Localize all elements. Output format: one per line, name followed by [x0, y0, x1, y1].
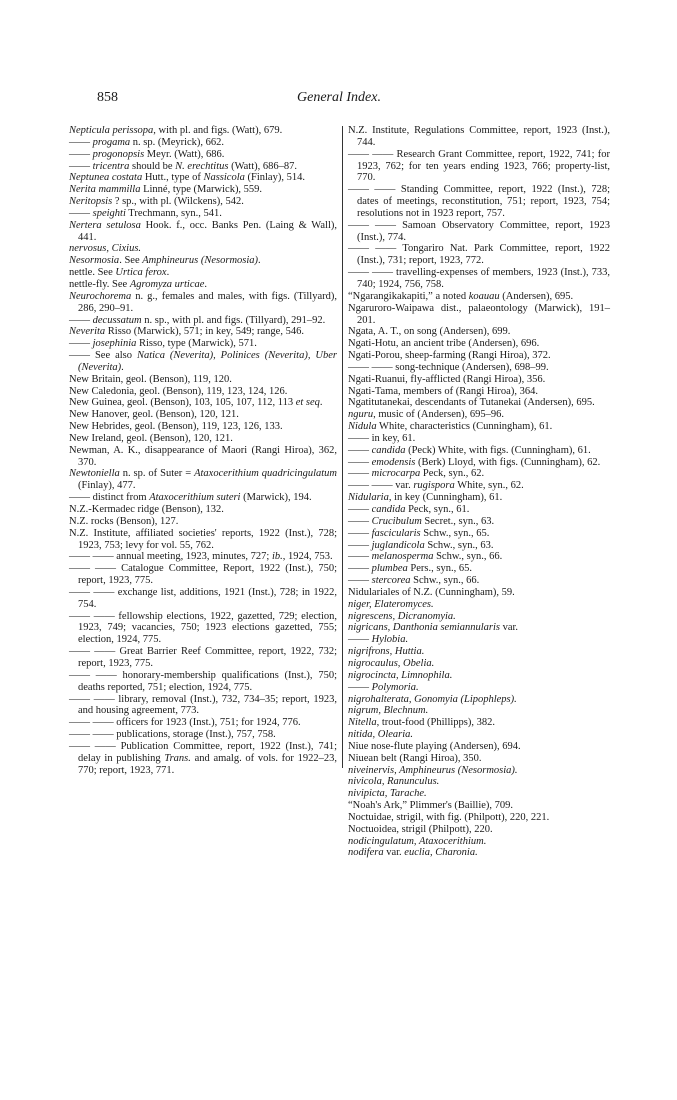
- index-entry: Noctuidae, strigil, with fig. (Philpott), 220, 221.: [348, 811, 550, 823]
- index-entry: Neurochorema n. g., females and males, with figs. (Tillyard), 286, 290–91.: [69, 290, 337, 314]
- index-entry: Nidula White, characteristics (Cunningham), 61.: [348, 421, 553, 433]
- index-entry: niger, Elateromyces.: [348, 598, 434, 610]
- index-entry: —— candida (Peck) White, with figs. (Cunningham), 61.: [348, 444, 591, 456]
- index-entry: New Hanover, geol. (Benson), 120, 121.: [69, 409, 239, 421]
- index-entry: —— progonopsis Meyr. (Watt), 686.: [69, 148, 225, 160]
- index-entry: nigrifrons, Huttia.: [348, 646, 425, 658]
- index-entry: —— microcarpa Peck, syn., 62.: [348, 468, 485, 480]
- index-entry: —— josephinia Risso, type (Marwick), 571.: [69, 338, 257, 350]
- index-entry: —— —— var. rugispora White, syn., 62.: [348, 480, 524, 492]
- index-entry: Ngati-Ruanui, fly-afflicted (Rangi Hiroa), 356.: [348, 373, 546, 385]
- index-entry: nodifera var. euclia, Charonia.: [348, 847, 478, 859]
- index-entry: —— stercorea Schw., syn., 66.: [348, 575, 480, 587]
- running-head: General Index.: [297, 90, 381, 105]
- index-entry: “Noah's Ark,” Plimmer's (Baillie), 709.: [348, 800, 514, 812]
- index-entry: Noctuoidea, strigil (Philpott), 220.: [348, 823, 493, 835]
- index-entry: nettle. See Urtica ferox.: [69, 267, 170, 279]
- index-entry: —— —— Research Grant Committee, report, 1922, 741; for 1923, 762; for ten years ending 1923, 766; property-list, 770.: [348, 148, 610, 184]
- index-entry: —— juglandicola Schw., syn., 63.: [348, 539, 494, 551]
- index-entry: —— —— annual meeting, 1923, minutes, 727; ib., 1924, 753.: [69, 551, 333, 563]
- index-entry: Neverita Risso (Marwick), 571; in key, 549; range, 546.: [69, 326, 304, 338]
- index-entry: Nidularia, in key (Cunningham), 61.: [348, 492, 503, 504]
- index-entry: —— —— Standing Committee, report, 1922 (Inst.), 728; dates of meetings, reconstitution, 751; report, 1923, 754; resolutions not in 1923 report, 757.: [348, 184, 610, 219]
- index-entry: Ngati-Hotu, an ancient tribe (Andersen), 696.: [348, 338, 540, 350]
- index-entry: “Ngarangikakapiti,” a noted koauau (Andersen), 695.: [348, 290, 574, 302]
- index-entry: —— Crucibulum Secret., syn., 63.: [348, 515, 495, 527]
- index-entry: Nerita mammilla Linné, type (Marwick), 559.: [69, 184, 263, 196]
- index-entry: N.Z. rocks (Benson), 127.: [69, 515, 179, 527]
- index-entry: Neptunea costata Hutt., type of Nassicola (Finlay), 514.: [69, 172, 305, 184]
- index-entry: nivicola, Ranunculus.: [348, 776, 440, 788]
- index-entry: —— —— Great Barrier Reef Committee, report, 1922, 732; report, 1923, 775.: [69, 646, 337, 669]
- index-entry: Ngata, A. T., on song (Andersen), 699.: [348, 326, 511, 338]
- index-entry: —— —— Catalogue Committee, Report, 1922 (Inst.), 750; report, 1923, 775.: [69, 563, 337, 587]
- index-entry: nigrocincta, Limnophila.: [348, 669, 453, 681]
- index-entry: New Hebrides, geol. (Benson), 119, 123, 126, 133.: [69, 421, 283, 433]
- index-entry: —— —— Tongariro Nat. Park Committee, report, 1922 (Inst.), 731; report, 1923, 772.: [348, 243, 610, 267]
- page-number: 858: [97, 90, 118, 105]
- index-entry: —— —— Samoan Observatory Committee, report, 1923 (Inst.), 774.: [348, 219, 610, 243]
- index-entry: —— Hylobia.: [348, 634, 409, 646]
- index-entry: Newtoniella n. sp. of Suter = Ataxocerithium quadricingulatum (Finlay), 477.: [69, 468, 338, 492]
- index-entry: —— plumbea Pers., syn., 65.: [348, 563, 472, 575]
- index-entry: —— —— fellowship elections, 1922, gazetted, 729; election, 1923, 749; vacancies, 750; 1923 elections gazetted, 755; election, 1924, 775.: [69, 610, 337, 646]
- index-entry: nigrohalterata, Gonomyia (Lipophleps).: [348, 693, 517, 705]
- index-entry: nodicingulatum, Ataxocerithium.: [348, 835, 487, 847]
- index-entry: Newman, A. K., disappearance of Maori (Rangi Hiroa), 362, 370.: [69, 444, 337, 468]
- index-entry: —— See also Natica (Neverita), Polinices (Neverita), Uber (Neverita).: [69, 350, 338, 373]
- index-column-right: [348, 125, 610, 859]
- index-entry: Niue nose-flute playing (Andersen), 694.: [348, 740, 521, 752]
- index-entry: Nepticula perissopa, with pl. and figs. (Watt), 679.: [69, 125, 283, 136]
- index-entry: N.Z. Institute, affiliated societies' reports, 1922 (Inst.), 728; 1923, 753; levy for vol. 55, 762.: [69, 527, 337, 551]
- index-entry: New Caledonia, geol. (Benson), 119, 123, 124, 126.: [69, 385, 288, 397]
- index-entry: —— emodensis (Berk) Lloyd, with figs. (Cunningham), 62.: [348, 456, 601, 468]
- index-column-left: [69, 125, 337, 776]
- index-entry: Nertera setulosa Hook. f., occ. Banks Pen. (Laing & Wall), 441.: [69, 219, 337, 243]
- index-entry: Ngati-Porou, sheep-farming (Rangi Hiroa), 372.: [348, 350, 551, 362]
- index-entry: —— candida Peck, syn., 61.: [348, 504, 470, 515]
- index-entry: —— —— exchange list, additions, 1921 (Inst.), 728; in 1922, 754.: [69, 586, 337, 610]
- index-entry: nitida, Olearia.: [348, 729, 414, 741]
- index-entry: —— speighti Trechmann, syn., 541.: [69, 207, 222, 219]
- index-entry: —— tricentra should be N. erechtitus (Watt), 686–87.: [69, 160, 298, 172]
- index-entry: —— —— honorary-membership qualifications (Inst.), 750; deaths reported, 751; election, 1924, 775.: [69, 669, 337, 693]
- column-divider: [342, 126, 343, 768]
- page-header: [97, 90, 607, 106]
- index-entry: —— —— travelling-expenses of members, 1923 (Inst.), 733, 740; 1924, 756, 758.: [348, 267, 610, 290]
- index-entry: —— in key, 61.: [348, 432, 416, 444]
- index-entry: Ngati-Tama, members of (Rangi Hiroa), 364.: [348, 385, 538, 397]
- index-entry: nigrescens, Dicranomyia.: [348, 610, 456, 622]
- index-entry: —— progama n. sp. (Meyrick), 662.: [69, 136, 225, 148]
- index-entry: —— fascicularis Schw., syn., 65.: [348, 527, 490, 539]
- index-entry: —— —— Publication Committee, report, 1922 (Inst.), 741; delay in publishing Trans. and amalg. of vols. for 1922–23, 770; report, 1923, 771.: [69, 740, 337, 776]
- index-entry: N.Z.-Kermadec ridge (Benson), 132.: [69, 504, 224, 515]
- index-entry: —— —— officers for 1923 (Inst.), 751; for 1924, 776.: [69, 717, 301, 729]
- index-entry: —— decussatum n. sp., with pl. and figs. (Tillyard), 291–92.: [69, 314, 326, 326]
- index-entry: New Guinea, geol. (Benson), 103, 105, 107, 112, 113 et seq.: [69, 397, 323, 409]
- index-entry: nigrum, Blechnum.: [348, 705, 429, 717]
- index-entry: Nitella, trout-food (Phillipps), 382.: [348, 717, 496, 729]
- index-entry: Neritopsis ? sp., with pl. (Wilckens), 542.: [69, 196, 244, 208]
- index-entry: nigricans, Danthonia semiannularis var.: [348, 622, 519, 634]
- index-entry: Ngaruroro-Waipawa dist., palaeontology (Marwick), 191–201.: [348, 302, 610, 326]
- index-entry: nervosus, Cixius.: [69, 243, 142, 255]
- index-entry: —— —— library, removal (Inst.), 732, 734–35; report, 1923, and housing agreement, 773.: [69, 693, 337, 717]
- index-entry: nivipicta, Tarache.: [348, 788, 427, 800]
- index-entry: —— melanosperma Schw., syn., 66.: [348, 551, 503, 563]
- index-entry: New Ireland, geol. (Benson), 120, 121.: [69, 432, 233, 444]
- index-entry: N.Z. Institute, Regulations Committee, report, 1923 (Inst.), 744.: [348, 125, 610, 148]
- index-entry: —— distinct from Ataxocerithium suteri (Marwick), 194.: [69, 492, 312, 504]
- index-entry: Ngatitutanekai, descendants of Tutanekai (Andersen), 695.: [348, 397, 595, 409]
- index-entry: nguru, music of (Andersen), 695–96.: [348, 409, 505, 421]
- index-entry: Niuean belt (Rangi Hiroa), 350.: [348, 752, 482, 764]
- index-entry: nigrocaulus, Obelia.: [348, 657, 435, 669]
- index-entry: niveinervis, Amphineurus (Nesormosia).: [348, 764, 518, 776]
- index-entry: —— —— publications, storage (Inst.), 757, 758.: [69, 729, 276, 741]
- index-entry: —— Polymoria.: [348, 681, 419, 693]
- index-entry: New Britain, geol. (Benson), 119, 120.: [69, 373, 232, 385]
- index-entry: Nidulariales of N.Z. (Cunningham), 59.: [348, 586, 515, 598]
- index-entry: nettle-fly. See Agromyza urticae.: [69, 278, 208, 290]
- index-entry: Nesormosia. See Amphineurus (Nesormosia).: [69, 255, 261, 267]
- index-entry: —— —— song-technique (Andersen), 698–99.: [348, 361, 549, 373]
